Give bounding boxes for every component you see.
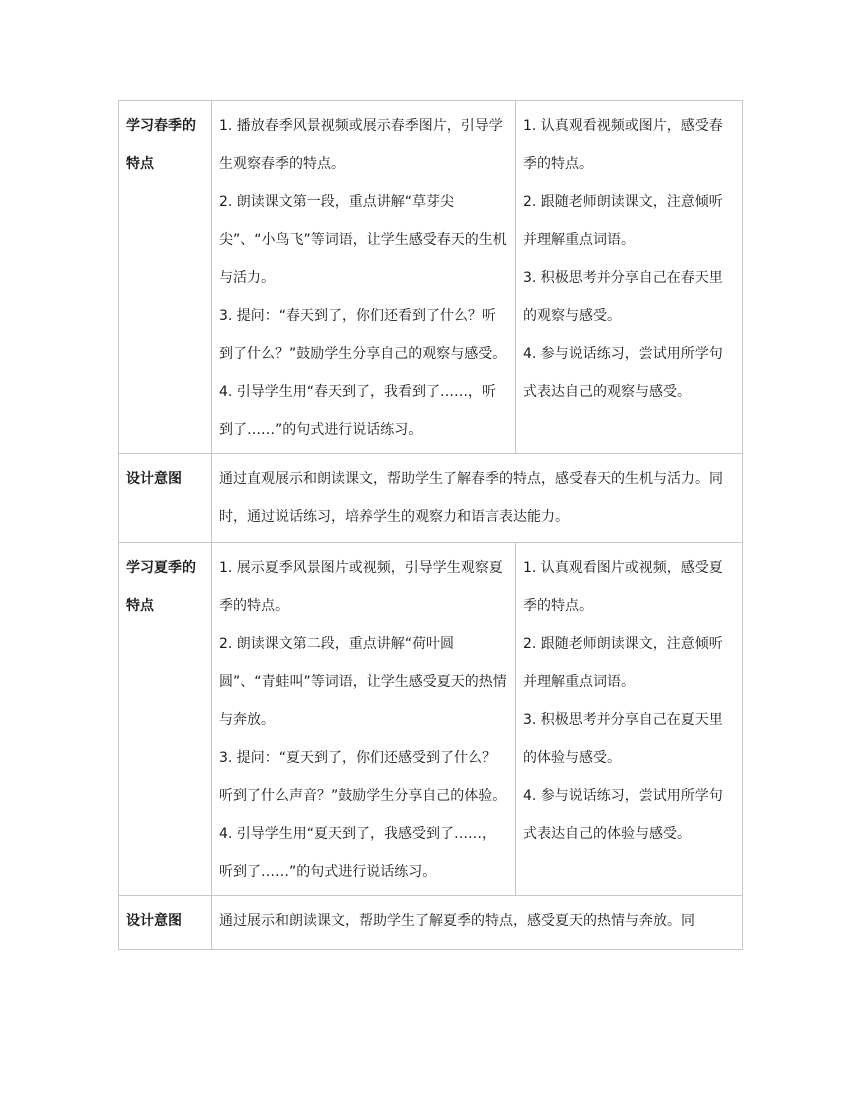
teacher-step-3: 3. 提问：“春天到了，你们还看到了什么？听到了什么？”鼓励学生分享自己的观察与感受。 [219, 308, 507, 362]
student-activities-summer [516, 543, 743, 896]
student-step-2: 2. 跟随老师朗读课文，注意倾听并理解重点词语。 [523, 636, 723, 690]
table-row-spring [119, 101, 743, 454]
intent-text-spring: 通过直观展示和朗读课文，帮助学生了解春季的特点，感受春天的生机与活力。同时，通过说话练习，培养学生的观察力和语言表达能力。 [212, 454, 743, 543]
table-row-summer-intent [119, 896, 743, 950]
teacher-step-4: 4. 引导学生用“夏天到了，我感受到了……，听到了……”的句式进行说话练习。 [219, 826, 497, 880]
intent-text-summer-cell [212, 896, 743, 950]
student-step-1: 1. 认真观看图片或视频，感受夏季的特点。 [523, 560, 723, 614]
section-label-spring: 学习春季的特点 [119, 101, 212, 454]
intent-label-summer: 设计意图 [119, 896, 212, 950]
student-step-4: 4. 参与说话练习，尝试用所学句式表达自己的体验与感受。 [523, 788, 723, 842]
teacher-step-2: 2. 朗读课文第一段，重点讲解“草芽尖尖”、“小鸟飞”等词语，让学生感受春天的生机与活力。 [219, 194, 507, 286]
student-step-2: 2. 跟随老师朗读课文，注意倾听并理解重点词语。 [523, 194, 723, 248]
student-step-3: 3. 积极思考并分享自己在夏天里的体验与感受。 [523, 712, 723, 766]
section-label-summer: 学习夏季的特点 [119, 543, 212, 896]
teacher-step-3: 3. 提问：“夏天到了，你们还感受到了什么？听到了什么声音？”鼓励学生分享自己的体验。 [219, 750, 507, 804]
table-row-spring-intent [119, 454, 743, 543]
table-row-summer [119, 543, 743, 896]
teacher-step-1: 1. 展示夏季风景图片或视频，引导学生观察夏季的特点。 [219, 560, 503, 614]
intent-text-summer: 通过展示和朗读课文，帮助学生了解夏季的特点，感受夏天的热情与奔放。同 [219, 913, 695, 929]
student-step-4: 4. 参与说话练习，尝试用所学句式表达自己的观察与感受。 [523, 346, 723, 400]
teacher-step-4: 4. 引导学生用“春天到了，我看到了……，听到了……”的句式进行说话练习。 [219, 384, 497, 438]
lesson-plan-table [118, 100, 743, 950]
intent-label-spring: 设计意图 [119, 454, 212, 543]
student-activities-spring [516, 101, 743, 454]
teacher-activities-spring [212, 101, 516, 454]
student-step-1: 1. 认真观看视频或图片，感受春季的特点。 [523, 118, 723, 172]
student-step-3: 3. 积极思考并分享自己在春天里的观察与感受。 [523, 270, 723, 324]
teacher-step-2: 2. 朗读课文第二段，重点讲解“荷叶圆圆”、“青蛙叫”等词语，让学生感受夏天的热情与奔放。 [219, 636, 507, 728]
teacher-step-1: 1. 播放春季风景视频或展示春季图片，引导学生观察春季的特点。 [219, 118, 503, 172]
teacher-activities-summer [212, 543, 516, 896]
